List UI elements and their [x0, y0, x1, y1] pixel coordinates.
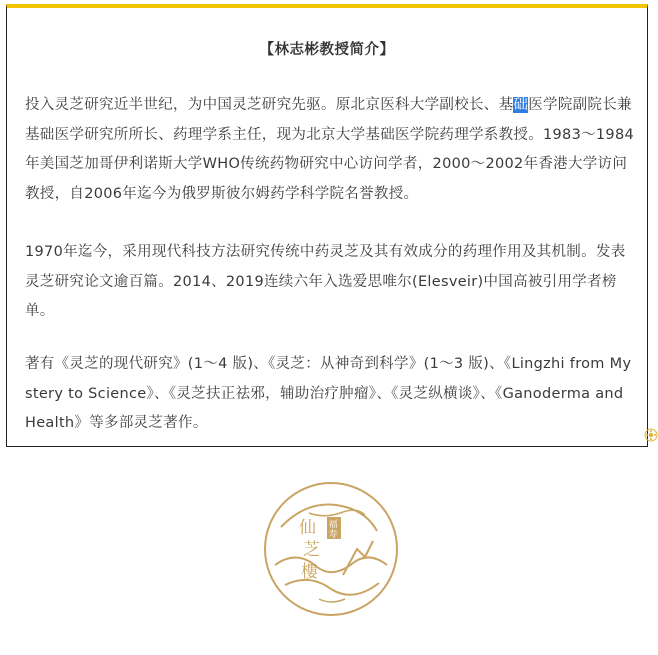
paragraph-text-after: 医学院副院长兼基础医学研究所所长、药理学系主任，现为北京大学基础医学院药理学系教授。1983～1984年美国芝加哥伊利诺斯大学WHO传统药物研究中心访问学者，2000～2002年香港大学访问教授，自2006年迄今为俄罗斯彼尔姆药学科学院名誉教授。	[25, 97, 634, 202]
seal-char-2: 芝	[303, 540, 320, 560]
bio-title: 【林志彬教授简介】	[259, 42, 395, 58]
seal-char-3: 樓	[301, 562, 318, 582]
paragraph-text-before: 投入灵芝研究近半世纪，为中国灵芝研究先驱。原北京医科大学副校长、基	[25, 97, 514, 113]
seal-char-1: 仙	[299, 518, 316, 538]
bio-card	[6, 4, 648, 447]
selected-text-highlight[interactable]: 础	[513, 97, 529, 113]
svg-text:寿: 寿	[328, 530, 338, 540]
xianzhilou-seal-logo	[261, 479, 401, 619]
corner-flower-icon	[644, 428, 658, 442]
bio-paragraph-publications: 著有《灵芝的现代研究》(1～4 版)、《灵芝：从神奇到科学》(1～3 版)、《Lingzhi from Mystery to Science》、《灵芝扶正祛邪，辅助治疗肿瘤》、《灵芝纵横谈》、《Ganoderma and Health》等多部灵芝著作。	[25, 356, 632, 431]
bio-paragraph-career	[25, 91, 637, 209]
bio-paragraph-research: 1970年迄今，采用现代科技方法研究传统中药灵芝及其有效成分的药理作用及其机制。发表灵芝研究论文逾百篇。2014、2019连续六年入选爱思唯尔(Elesveir)中国高被引用学者榜单。	[25, 244, 626, 319]
svg-text:福: 福	[328, 520, 338, 530]
